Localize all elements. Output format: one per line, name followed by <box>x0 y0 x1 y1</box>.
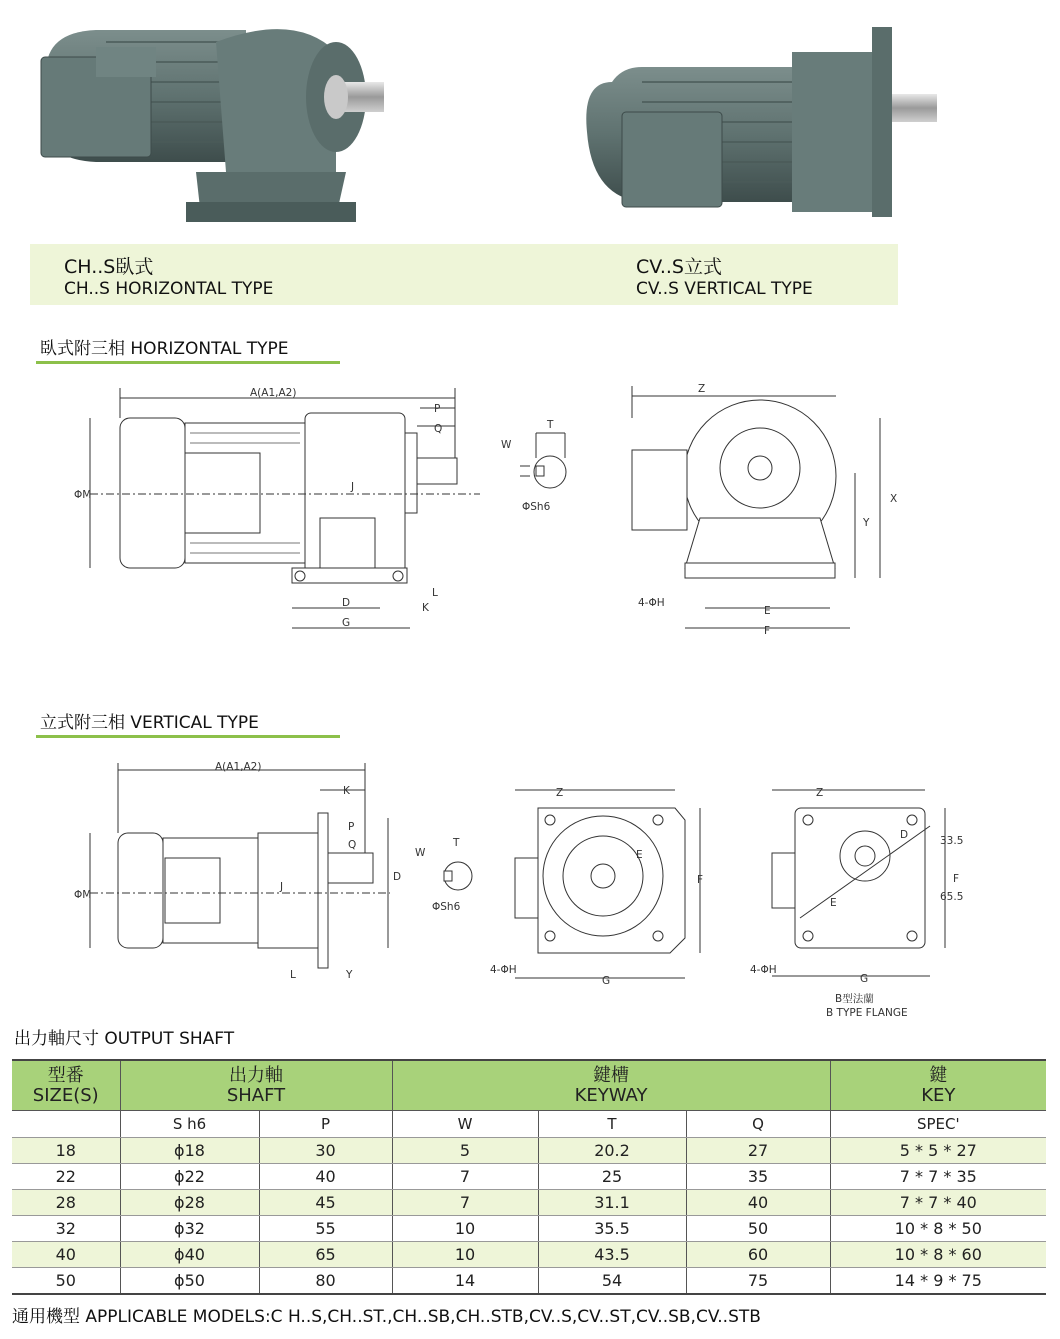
caption-vertical-zh: CV..S立式 <box>636 256 722 278</box>
cell-size: 22 <box>12 1164 120 1190</box>
cell-size: 28 <box>12 1190 120 1216</box>
horizontal-keyway-detail <box>520 433 566 488</box>
cell-w: 14 <box>392 1268 538 1295</box>
table-header-row <box>12 1060 1046 1111</box>
header-size <box>12 1060 120 1111</box>
cell-sh6: ϕ50 <box>120 1268 259 1295</box>
drawing-vertical <box>60 758 990 1023</box>
subheader-sh6: S h6 <box>120 1111 259 1138</box>
applicable-models-footer: 通用機型 APPLICABLE MODELS:C H..S,CH..ST.,CH..SB,CH..STB,CV..S,CV..ST,CV..SB,CV..STB <box>12 1307 761 1327</box>
label-h-x: X <box>890 493 898 505</box>
label-b-g: G <box>860 973 869 985</box>
cell-spec: 5 * 5 * 27 <box>830 1138 1046 1164</box>
caption-vertical <box>636 256 813 300</box>
cell-sh6: ϕ22 <box>120 1164 259 1190</box>
label-h-e: E <box>764 605 771 617</box>
label-h-t: T <box>547 419 554 431</box>
cell-size: 32 <box>12 1216 120 1242</box>
label-v-a: A(A1,A2) <box>215 761 262 773</box>
header-keyway <box>392 1060 830 1111</box>
label-v-d: D <box>393 871 402 883</box>
cell-sh6: ϕ18 <box>120 1138 259 1164</box>
table-row <box>12 1138 1046 1164</box>
caption-horizontal-zh: CH..S臥式 <box>64 256 154 278</box>
header-keyway-en: KEYWAY <box>574 1084 648 1106</box>
cell-spec: 10 * 8 * 60 <box>830 1242 1046 1268</box>
label-v-4phih: 4-ΦH <box>490 964 517 976</box>
label-v-e: E <box>636 849 643 861</box>
label-h-phish6: ΦSh6 <box>522 501 551 513</box>
section-title-vertical: 立式附三相 VERTICAL TYPE <box>40 713 259 733</box>
label-v-l: L <box>290 969 296 981</box>
cell-size: 18 <box>12 1138 120 1164</box>
output-shaft-table <box>12 1059 1046 1295</box>
cell-spec: 7 * 7 * 35 <box>830 1164 1046 1190</box>
cell-t: 20.2 <box>538 1138 686 1164</box>
label-b-655: 65.5 <box>940 891 964 903</box>
label-h-p: P <box>434 403 441 415</box>
cell-spec: 14 * 9 * 75 <box>830 1268 1046 1295</box>
cell-p: 40 <box>259 1164 392 1190</box>
label-v-f: F <box>697 874 704 886</box>
caption-vertical-en: CV..S VERTICAL TYPE <box>636 279 813 299</box>
cell-t: 35.5 <box>538 1216 686 1242</box>
cell-q: 50 <box>686 1216 830 1242</box>
vertical-flange-view <box>515 790 700 978</box>
section-rule-vertical <box>36 735 340 738</box>
photo-vertical-motor <box>582 22 942 222</box>
label-v-k: K <box>343 785 350 797</box>
caption-band <box>30 244 898 305</box>
cell-spec: 7 * 7 * 40 <box>830 1190 1046 1216</box>
label-v-p: P <box>348 821 355 833</box>
header-size-zh: 型番 <box>47 1064 84 1086</box>
cell-size: 50 <box>12 1268 120 1295</box>
label-v-q: Q <box>348 839 357 851</box>
label-b-z: Z <box>816 787 824 799</box>
subheader-q: Q <box>686 1111 830 1138</box>
label-h-d: D <box>342 597 351 609</box>
cell-q: 75 <box>686 1268 830 1295</box>
label-b-f: F <box>953 873 960 885</box>
cell-spec: 10 * 8 * 50 <box>830 1216 1046 1242</box>
cell-w: 7 <box>392 1190 538 1216</box>
header-key-en: KEY <box>921 1084 956 1106</box>
cell-t: 43.5 <box>538 1242 686 1268</box>
subheader-spec: SPEC' <box>830 1111 1046 1138</box>
photo-horizontal-motor <box>36 12 396 237</box>
label-b-4phih: 4-ΦH <box>750 964 777 976</box>
label-v-j: J <box>280 881 284 893</box>
cell-t: 54 <box>538 1268 686 1295</box>
cell-q: 60 <box>686 1242 830 1268</box>
label-h-w: W <box>501 439 512 451</box>
caption-horizontal <box>64 256 273 300</box>
label-h-z: Z <box>698 383 706 395</box>
header-keyway-zh: 鍵槽 <box>593 1064 630 1086</box>
label-b-zh: B型法蘭 <box>835 993 874 1005</box>
label-v-g: G <box>602 975 611 987</box>
section-title-horizontal: 臥式附三相 HORIZONTAL TYPE <box>40 339 289 359</box>
header-size-en: SIZE(S) <box>32 1084 99 1106</box>
label-h-phim: ΦM <box>74 489 92 501</box>
cell-q: 40 <box>686 1190 830 1216</box>
vertical-b-flange-view <box>772 790 945 976</box>
subheader-p: P <box>259 1111 392 1138</box>
label-v-z: Z <box>556 787 564 799</box>
cell-q: 35 <box>686 1164 830 1190</box>
cell-p: 55 <box>259 1216 392 1242</box>
cell-p: 65 <box>259 1242 392 1268</box>
label-h-q: Q <box>434 423 443 435</box>
table-row <box>12 1268 1046 1295</box>
cell-p: 45 <box>259 1190 392 1216</box>
cell-q: 27 <box>686 1138 830 1164</box>
subheader-t: T <box>538 1111 686 1138</box>
table-row <box>12 1242 1046 1268</box>
drawing-horizontal <box>60 378 900 648</box>
cell-size: 40 <box>12 1242 120 1268</box>
section-rule-horizontal <box>36 361 340 364</box>
label-h-f: F <box>764 625 771 637</box>
label-h-k: K <box>422 602 429 614</box>
label-v-y: Y <box>346 969 353 981</box>
label-h-g: G <box>342 617 351 629</box>
cell-t: 25 <box>538 1164 686 1190</box>
label-v-w: W <box>415 847 426 859</box>
cell-p: 80 <box>259 1268 392 1295</box>
cell-sh6: ϕ32 <box>120 1216 259 1242</box>
label-b-335: 33.5 <box>940 835 964 847</box>
subheader-w: W <box>392 1111 538 1138</box>
cell-w: 5 <box>392 1138 538 1164</box>
label-h-j: J <box>351 481 355 493</box>
table-row <box>12 1216 1046 1242</box>
horizontal-side-view <box>90 388 480 628</box>
label-h-l: L <box>432 587 438 599</box>
cell-w: 7 <box>392 1164 538 1190</box>
label-h-y: Y <box>863 517 870 529</box>
cell-w: 10 <box>392 1242 538 1268</box>
table-row <box>12 1190 1046 1216</box>
label-b-e: E <box>830 897 837 909</box>
horizontal-end-view <box>632 386 880 628</box>
section-title-output-shaft: 出力軸尺寸 OUTPUT SHAFT <box>14 1029 235 1049</box>
cell-w: 10 <box>392 1216 538 1242</box>
caption-horizontal-en: CH..S HORIZONTAL TYPE <box>64 279 274 299</box>
label-v-phim: ΦM <box>74 889 92 901</box>
subheader-size <box>12 1111 120 1138</box>
header-shaft-zh: 出力軸 <box>229 1064 283 1086</box>
header-shaft-en: SHAFT <box>226 1084 286 1106</box>
label-h-a: A(A1,A2) <box>250 387 297 399</box>
cell-t: 31.1 <box>538 1190 686 1216</box>
label-v-t: T <box>453 837 460 849</box>
label-v-phish6: ΦSh6 <box>432 901 461 913</box>
table-row <box>12 1164 1046 1190</box>
cell-sh6: ϕ28 <box>120 1190 259 1216</box>
table-subheader-row <box>12 1111 1046 1138</box>
cell-p: 30 <box>259 1138 392 1164</box>
vertical-keyway-detail <box>444 862 472 890</box>
header-key-zh: 鍵 <box>929 1064 948 1086</box>
header-shaft <box>120 1060 392 1111</box>
cell-sh6: ϕ40 <box>120 1242 259 1268</box>
header-key <box>830 1060 1046 1111</box>
label-h-4phih: 4-ΦH <box>638 597 665 609</box>
label-b-en: B TYPE FLANGE <box>826 1007 908 1019</box>
label-b-d: D <box>900 829 909 841</box>
